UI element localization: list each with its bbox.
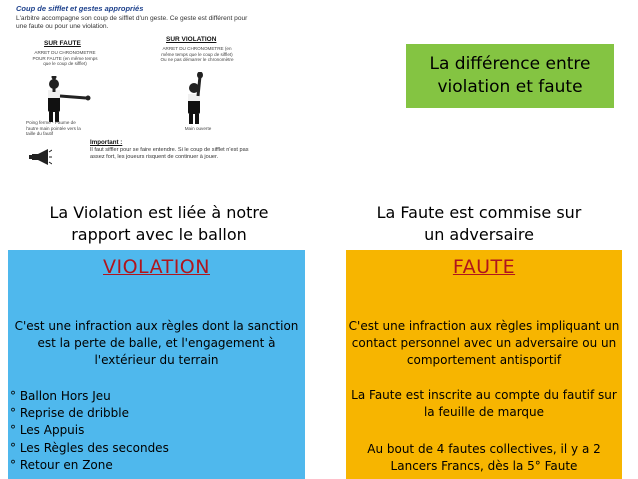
violation-heading: VIOLATION [103, 256, 210, 278]
sur-violation-top-text: ARRET DU CHRONOMETRE (en même temps que le coup de sifflet) Ou ne pas démarrer le chronomètre [160, 46, 234, 63]
sur-violation-label: SUR VIOLATION [166, 36, 217, 43]
faute-free-throws-text: Au bout de 4 fautes collectives, il y a 2 Lancers Francs, dès la 5° Faute [367, 442, 601, 473]
referee-signals-illustration [8, 0, 254, 178]
faute-panel [346, 250, 622, 479]
faute-scoresheet-text: La Faute est inscrite au compte du fautif sur la feuille de marque [351, 388, 617, 419]
violation-definition: C'est une infraction aux règles dont la sanction est la perte de balle, et l'engagement à l'extérieur du terrain [14, 319, 299, 367]
faute-heading: FAUTE [452, 256, 516, 278]
faute-definition: C'est une infraction aux règles impliquant un contact personnel avec un adversaire ou un comportement antisportif [348, 319, 620, 367]
page-title: La différence entre violation et faute [429, 54, 591, 97]
title-box [406, 44, 614, 108]
sur-faute-label: SUR FAUTE [44, 40, 81, 47]
referee-open-hand-figure [176, 72, 216, 124]
sur-faute-top-text: ARRET DU CHRONOMETRE POUR FAUTE (en même temps que le coup de sifflet) [32, 50, 98, 67]
important-text: Il faut siffler pour se faire entendre. Si le coup de sifflet n'est pas assez fort, les joueurs risquent de continuer à jouer. [90, 147, 249, 160]
list-item: ° Ballon Hors Jeu [10, 389, 111, 403]
megaphone-icon [28, 148, 52, 166]
illustration-intro: L'arbitre accompagne son coup de sifflet d'un geste. Ce geste est différent pour une faute ou pour une violation. [16, 15, 248, 30]
sur-faute-bottom-text: Poing fermé - Paume de l'autre main pointée vers la taille du fautif [26, 120, 81, 137]
list-item: ° Les Règles des secondes [10, 440, 169, 455]
illustration-title: Coup de sifflet et gestes appropriés [16, 4, 144, 13]
violation-caption: La Violation est liée à notre rapport avec le ballon [49, 203, 269, 244]
referee-fist-figure [34, 76, 94, 122]
sur-violation-bottom-text: Main ouverte [184, 126, 212, 131]
violation-list [10, 388, 300, 474]
important-label: Important : [90, 139, 123, 146]
list-item: ° Les Appuis [10, 423, 85, 438]
violation-panel [8, 250, 305, 479]
list-item: ° Reprise de dribble [10, 406, 129, 421]
list-item: ° Retour en Zone [10, 457, 113, 472]
faute-caption: La Faute est commise sur un adversaire [376, 203, 582, 244]
